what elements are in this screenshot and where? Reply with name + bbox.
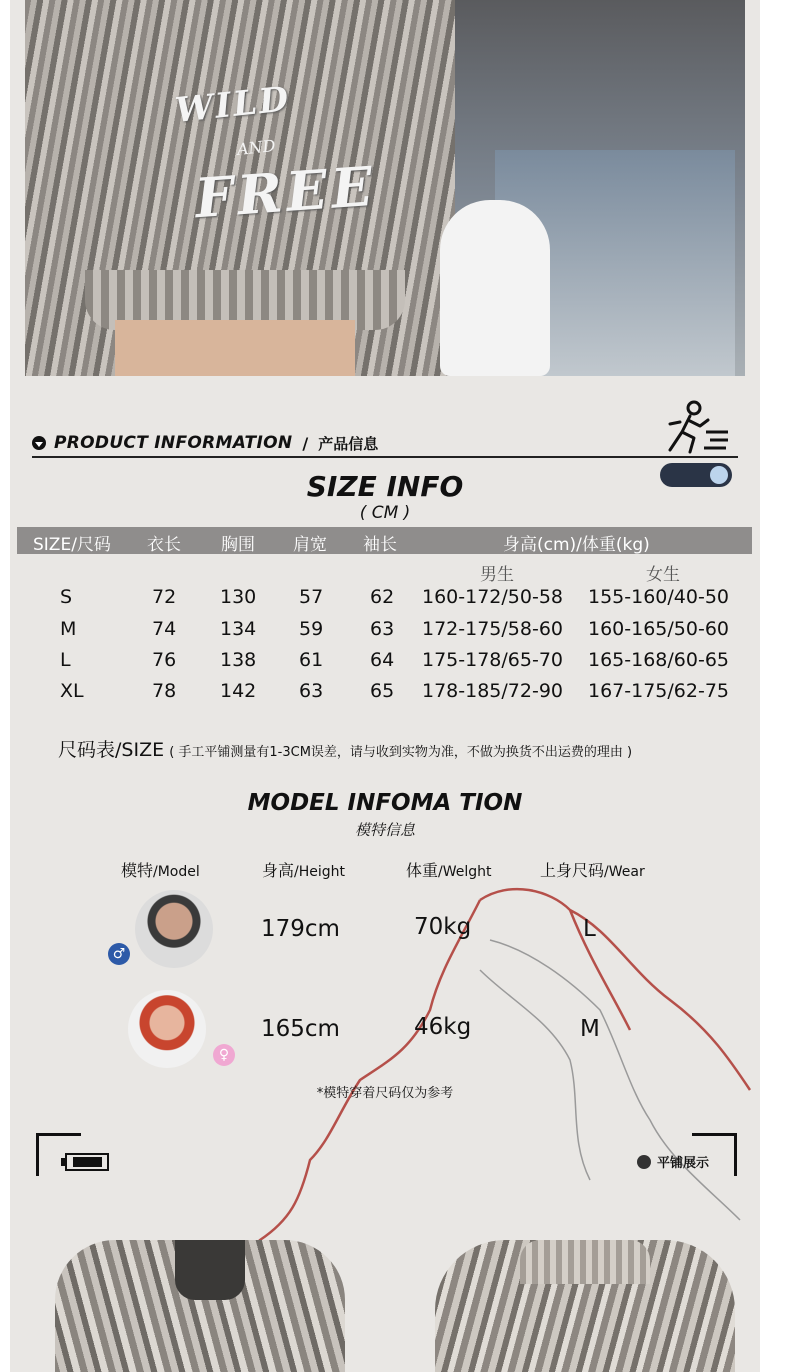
model-header-weight: 体重/Welght	[406, 861, 492, 880]
battery-icon	[65, 1153, 109, 1171]
flat-display-label	[637, 1152, 709, 1171]
model-weight: 70kg	[414, 914, 472, 940]
jacket-flat-image-front	[55, 1240, 345, 1372]
model-header-height: 身高/Height	[262, 861, 346, 880]
col-size: SIZE/尺码	[33, 535, 111, 555]
cell-chest: 142	[220, 680, 257, 702]
cell-male: 175-178/65-70	[422, 649, 563, 671]
chevron-down-icon	[32, 436, 46, 450]
table-row	[10, 586, 760, 616]
flat-display-text: 平铺展示	[657, 1156, 710, 1171]
cell-male: 160-172/50-58	[422, 586, 563, 608]
cell-female: 165-168/60-65	[588, 649, 729, 671]
model-header-wear: 上身尺码/Wear	[540, 861, 645, 880]
cell-size: S	[60, 586, 73, 608]
cell-shoulder: 57	[299, 586, 324, 608]
col-height-weight: 身高(cm)/体重(kg)	[503, 535, 650, 555]
subheader-male: 男生	[480, 565, 514, 585]
cell-sleeve: 65	[370, 680, 395, 702]
model-wear: M	[580, 1016, 600, 1042]
model-photo	[25, 0, 745, 376]
col-shoulder: 肩宽	[293, 535, 327, 555]
runner-icon	[660, 398, 730, 454]
table-row	[10, 618, 760, 648]
size-note-main: 尺码表/SIZE	[58, 739, 165, 761]
cell-size: XL	[60, 680, 84, 702]
cell-length: 76	[152, 649, 177, 671]
size-table-header	[17, 527, 752, 554]
size-note	[58, 735, 632, 762]
size-info-unit: ( CM )	[359, 503, 411, 523]
size-note-disclaimer: ( 手工平铺测量有1-3CM误差，请与收到实物为准，不做为换货不出运费的理由 )	[169, 745, 633, 760]
subheader-female: 女生	[646, 565, 680, 585]
section-label-cn: 产品信息	[318, 434, 379, 453]
product-detail-page	[10, 0, 760, 1372]
section-divider	[32, 456, 738, 458]
cell-size: L	[60, 649, 71, 671]
model-height: 179cm	[261, 916, 340, 942]
section-header	[32, 428, 378, 458]
female-symbol-icon: ♀	[213, 1044, 235, 1066]
section-label-en: PRODUCT INFORMATION	[54, 433, 293, 453]
cell-sleeve: 64	[370, 649, 395, 671]
cell-shoulder: 63	[299, 680, 324, 702]
cell-sleeve: 63	[370, 618, 395, 640]
cell-shoulder: 61	[299, 649, 324, 671]
model-header-model: 模特/Model	[121, 861, 200, 880]
cell-length: 78	[152, 680, 177, 702]
cell-chest: 138	[220, 649, 257, 671]
cell-length: 74	[152, 618, 177, 640]
jacket-flat-image-back	[435, 1240, 735, 1372]
avatar	[135, 890, 213, 968]
cell-size: M	[60, 618, 77, 640]
cell-sleeve: 62	[370, 586, 395, 608]
col-chest: 胸围	[221, 535, 255, 555]
model-info-title: MODEL INFOMA TION	[247, 790, 523, 816]
size-info-title: SIZE INFO	[306, 470, 464, 503]
cell-female: 167-175/62-75	[588, 680, 729, 702]
hoodie-print-free: FREE	[192, 153, 379, 231]
male-symbol-icon: ♂	[108, 943, 130, 965]
model-reference-note: *模特穿着尺码仅为参考	[316, 1086, 454, 1101]
model-wear: L	[583, 916, 596, 942]
table-row	[10, 649, 760, 679]
table-row	[10, 680, 760, 710]
cell-chest: 134	[220, 618, 257, 640]
hoodie-print-wild: WILD	[173, 79, 293, 131]
section-separator: /	[302, 433, 309, 453]
cell-female: 160-165/50-60	[588, 618, 729, 640]
hoodie-print-and: AND	[236, 136, 277, 159]
dot-icon	[637, 1155, 651, 1169]
cell-length: 72	[152, 586, 177, 608]
col-sleeve: 袖长	[363, 535, 397, 555]
cell-female: 155-160/40-50	[588, 586, 729, 608]
model-weight: 46kg	[414, 1014, 472, 1040]
model-info-title-cn: 模特信息	[354, 821, 415, 839]
cell-male: 172-175/58-60	[422, 618, 563, 640]
cell-chest: 130	[220, 586, 257, 608]
avatar	[128, 990, 206, 1068]
col-length: 衣长	[147, 535, 181, 555]
cell-male: 178-185/72-90	[422, 680, 563, 702]
cell-shoulder: 59	[299, 618, 324, 640]
model-height: 165cm	[261, 1016, 340, 1042]
